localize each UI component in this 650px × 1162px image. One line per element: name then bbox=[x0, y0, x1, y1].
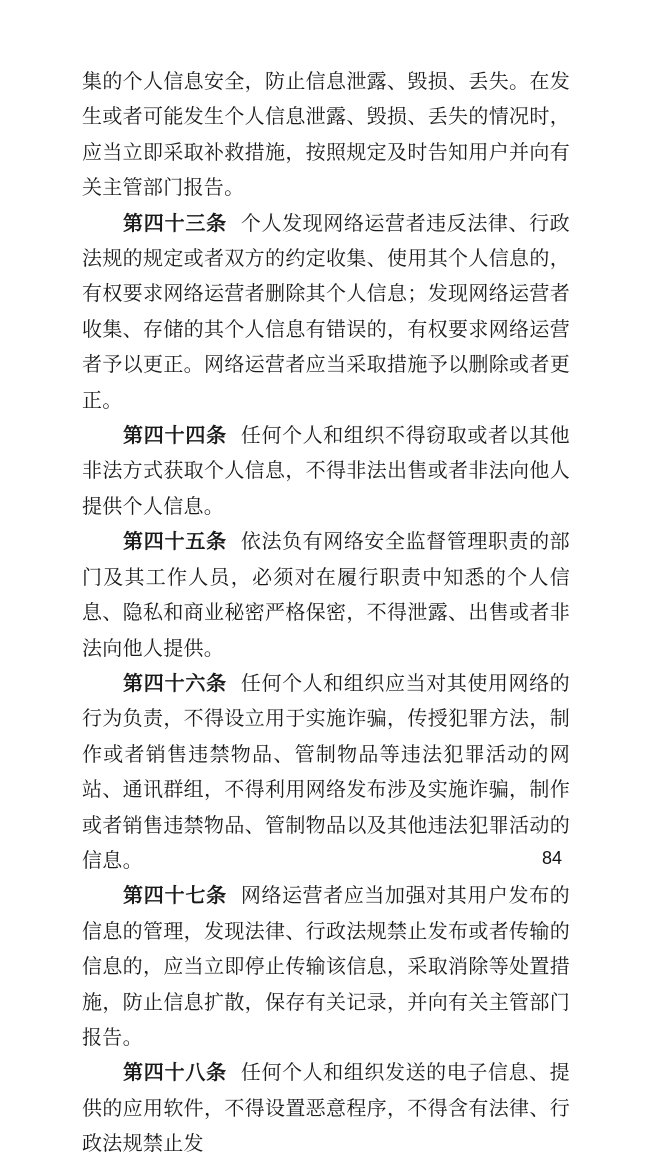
article-text: 网络运营者应当加强对其用户发布的信息的管理，发现法律、行政法规禁止发布或者传输的信息的，应当立即停止传输该信息，采取消除等处置措施，防止信息扩散，保存有关记录，并向有关主管部门报告。 bbox=[82, 883, 570, 1049]
article-text: 任何个人和组织不得窃取或者以其他非法方式获取个人信息，不得非法出售或者非法向他人提供个人信息。 bbox=[82, 423, 570, 518]
article-47 bbox=[82, 878, 570, 1055]
article-number: 第四十四条 bbox=[123, 423, 227, 448]
page-number: 84 bbox=[542, 848, 563, 868]
article-text: 任何个人和组织发送的电子信息、提供的应用软件，不得设置恶意程序，不得含有法律、行政法规禁止发 bbox=[82, 1060, 570, 1156]
article-44 bbox=[82, 418, 570, 524]
article-text: 任何个人和组织应当对其使用网络的行为负责，不得设立用于实施诈骗，传授犯罪方法，制作或者销售违禁物品、管制物品等违法犯罪活动的网站、通讯群组，不得利用网络发布涉及实施诈骗，制作或者销售违禁物品、管制物品以及其他违法犯罪活动的信息。 bbox=[82, 670, 570, 872]
article-number: 第四十八条 bbox=[123, 1060, 227, 1085]
article-43 bbox=[82, 206, 570, 418]
article-45 bbox=[82, 524, 570, 666]
article-text: 个人发现网络运营者违反法律、行政法规的规定或者双方的约定收集、使用其个人信息的，有权要求网络运营者删除其个人信息；发现网络运营者收集、存储的其个人信息有错误的，有权要求网络运营者予以更正。网络运营者应当采取措施予以删除或者更正。 bbox=[82, 210, 570, 412]
continuation-paragraph: 集的个人信息安全，防止信息泄露、毁损、丢失。在发生或者可能发生个人信息泄露、毁损、丢失的情况时，应当立即采取补救措施，按照规定及时告知用户并向有关主管部门报告。 bbox=[82, 69, 570, 200]
article-number: 第四十六条 bbox=[123, 670, 227, 695]
document-body bbox=[82, 64, 570, 1162]
article-number: 第四十七条 bbox=[123, 883, 227, 908]
article-text: 依法负有网络安全监督管理职责的部门及其工作人员，必须对在履行职责中知悉的个人信息、隐私和商业秘密严格保密，不得泄露、出售或者非法向他人提供。 bbox=[82, 529, 570, 660]
article-48 bbox=[82, 1055, 570, 1161]
article-number: 第四十三条 bbox=[123, 210, 227, 235]
article-46 bbox=[82, 666, 570, 878]
article-number: 第四十五条 bbox=[123, 529, 227, 554]
